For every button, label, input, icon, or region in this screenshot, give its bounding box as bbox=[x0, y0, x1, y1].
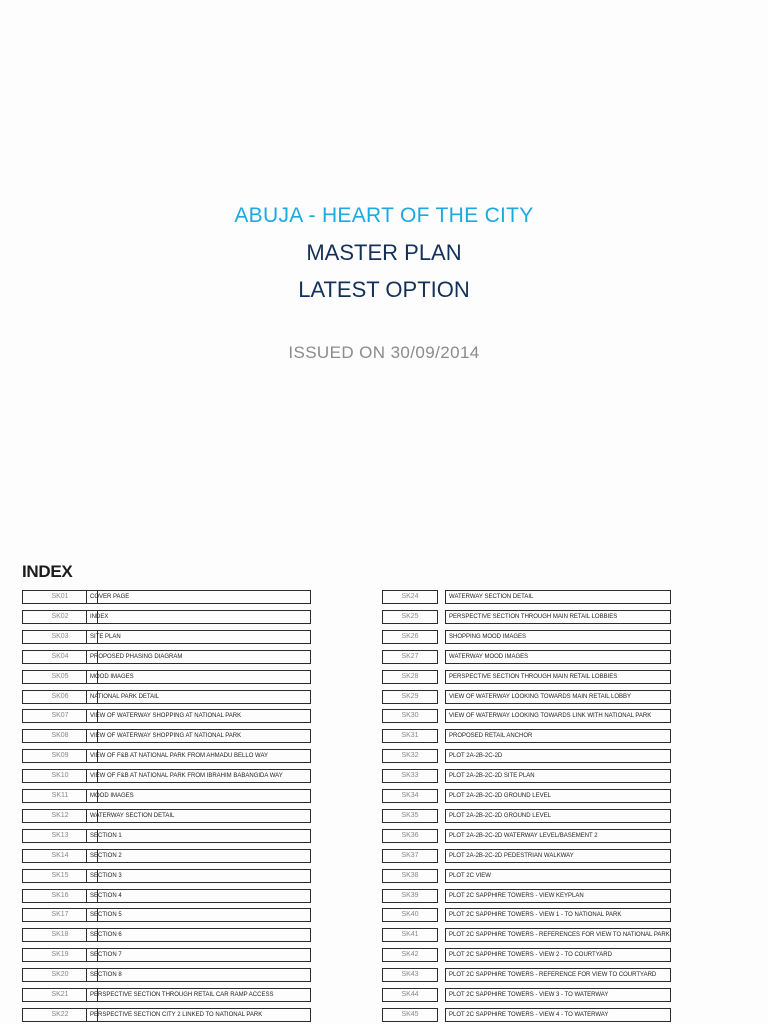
sheet-description: NATIONAL PARK DETAIL bbox=[86, 690, 311, 704]
sheet-description: PLOT 2A-2B-2C-2D WATERWAY LEVEL/BASEMENT 2 bbox=[445, 829, 671, 843]
sheet-description: SITE PLAN bbox=[86, 630, 311, 644]
sheet-code: SK28 bbox=[382, 670, 438, 684]
sheet-code: SK12 bbox=[22, 809, 98, 823]
sheet-code: SK39 bbox=[382, 889, 438, 903]
sheet-description: PLOT 2C SAPPHIRE TOWERS - REFERENCE FOR VIEW TO COURTYARD bbox=[445, 968, 671, 982]
sheet-code: SK10 bbox=[22, 769, 98, 783]
sheet-description: PROPOSED PHASING DIAGRAM bbox=[86, 650, 311, 664]
sheet-description: SECTION 6 bbox=[86, 928, 311, 942]
sheet-code: SK09 bbox=[22, 749, 98, 763]
sheet-code: SK29 bbox=[382, 690, 438, 704]
sheet-description: VIEW OF WATERWAY SHOPPING AT NATIONAL PARK bbox=[86, 709, 311, 723]
sheet-description: PERSPECTIVE SECTION THROUGH MAIN RETAIL LOBBIES bbox=[445, 670, 671, 684]
sheet-description: PLOT 2C SAPPHIRE TOWERS - VIEW 3 - TO WATERWAY bbox=[445, 988, 671, 1002]
sheet-code: SK22 bbox=[22, 1008, 98, 1022]
sheet-code: SK08 bbox=[22, 729, 98, 743]
issue-date: ISSUED ON 30/09/2014 bbox=[288, 343, 480, 362]
project-title: ABUJA - HEART OF THE CITY bbox=[234, 204, 534, 227]
sheet-code: SK21 bbox=[22, 988, 98, 1002]
sheet-code: SK04 bbox=[22, 650, 98, 664]
sheet-code: SK06 bbox=[22, 690, 98, 704]
sheet-code: SK32 bbox=[382, 749, 438, 763]
sheet-description: SHOPPING MOOD IMAGES bbox=[445, 630, 671, 644]
sheet-description: MOOD IMAGES bbox=[86, 670, 311, 684]
sheet-code: SK13 bbox=[22, 829, 98, 843]
document-subtitle: MASTER PLAN bbox=[306, 240, 462, 265]
sheet-code: SK38 bbox=[382, 869, 438, 883]
sheet-code: SK07 bbox=[22, 709, 98, 723]
sheet-description: COVER PAGE bbox=[86, 590, 311, 604]
sheet-description: PLOT 2C SAPPHIRE TOWERS - VIEW 2 - TO COURTYARD bbox=[445, 948, 671, 962]
sheet-description: SECTION 5 bbox=[86, 908, 311, 922]
sheet-description: PLOT 2C SAPPHIRE TOWERS - VIEW 4 - TO WATERWAY bbox=[445, 1008, 671, 1022]
sheet-description: PLOT 2C VIEW bbox=[445, 869, 671, 883]
sheet-description: WATERWAY SECTION DETAIL bbox=[445, 590, 671, 604]
sheet-description: VIEW OF F&B AT NATIONAL PARK FROM IBRAHIM BABANGIDA WAY bbox=[86, 769, 311, 783]
sheet-code: SK19 bbox=[22, 948, 98, 962]
sheet-code: SK41 bbox=[382, 928, 438, 942]
sheet-code: SK01 bbox=[22, 590, 98, 604]
sheet-description: PLOT 2A-2B-2C-2D GROUND LEVEL bbox=[445, 809, 671, 823]
sheet-code: SK18 bbox=[22, 928, 98, 942]
option-subtitle: LATEST OPTION bbox=[298, 277, 470, 302]
sheet-code: SK31 bbox=[382, 729, 438, 743]
sheet-description: SECTION 2 bbox=[86, 849, 311, 863]
sheet-code: SK24 bbox=[382, 590, 438, 604]
sheet-code: SK33 bbox=[382, 769, 438, 783]
sheet-description: SECTION 3 bbox=[86, 869, 311, 883]
sheet-code: SK20 bbox=[22, 968, 98, 982]
sheet-description: WATERWAY MOOD IMAGES bbox=[445, 650, 671, 664]
sheet-description: PLOT 2C SAPPHIRE TOWERS - VIEW 1 - TO NATIONAL PARK bbox=[445, 908, 671, 922]
sheet-code: SK45 bbox=[382, 1008, 438, 1022]
sheet-description: INDEX bbox=[86, 610, 311, 624]
sheet-description: PERSPECTIVE SECTION CITY 2 LINKED TO NATIONAL PARK bbox=[86, 1008, 311, 1022]
sheet-description: VIEW OF WATERWAY LOOKING TOWARDS MAIN RETAIL LOBBY bbox=[445, 690, 671, 704]
sheet-code: SK40 bbox=[382, 908, 438, 922]
sheet-description: SECTION 8 bbox=[86, 968, 311, 982]
sheet-description: PLOT 2C SAPPHIRE TOWERS - REFERENCES FOR VIEW TO NATIONAL PARK bbox=[445, 928, 671, 942]
sheet-code: SK37 bbox=[382, 849, 438, 863]
sheet-code: SK43 bbox=[382, 968, 438, 982]
title-block bbox=[0, 198, 768, 308]
sheet-code: SK14 bbox=[22, 849, 98, 863]
sheet-code: SK30 bbox=[382, 709, 438, 723]
sheet-code: SK03 bbox=[22, 630, 98, 644]
sheet-description: VIEW OF F&B AT NATIONAL PARK FROM AHMADU BELLO WAY bbox=[86, 749, 311, 763]
sheet-description: SECTION 7 bbox=[86, 948, 311, 962]
index-heading: INDEX bbox=[22, 562, 73, 581]
sheet-code: SK05 bbox=[22, 670, 98, 684]
sheet-code: SK02 bbox=[22, 610, 98, 624]
sheet-code: SK44 bbox=[382, 988, 438, 1002]
sheet-description: SECTION 1 bbox=[86, 829, 311, 843]
sheet-description: MOOD IMAGES bbox=[86, 789, 311, 803]
sheet-code: SK27 bbox=[382, 650, 438, 664]
sheet-description: PERSPECTIVE SECTION THROUGH MAIN RETAIL LOBBIES bbox=[445, 610, 671, 624]
sheet-code: SK17 bbox=[22, 908, 98, 922]
sheet-code: SK42 bbox=[382, 948, 438, 962]
sheet-description: VIEW OF WATERWAY LOOKING TOWARDS LINK WITH NATIONAL PARK bbox=[445, 709, 671, 723]
sheet-description: PROPOSED RETAIL ANCHOR bbox=[445, 729, 671, 743]
sheet-description: SECTION 4 bbox=[86, 889, 311, 903]
sheet-description: VIEW OF WATERWAY SHOPPING AT NATIONAL PARK bbox=[86, 729, 311, 743]
sheet-code: SK36 bbox=[382, 829, 438, 843]
sheet-description: PERSPECTIVE SECTION THROUGH RETAIL CAR RAMP ACCESS bbox=[86, 988, 311, 1002]
sheet-description: PLOT 2A-2B-2C-2D PEDESTRIAN WALKWAY bbox=[445, 849, 671, 863]
sheet-code: SK11 bbox=[22, 789, 98, 803]
sheet-code: SK34 bbox=[382, 789, 438, 803]
sheet-description: PLOT 2A-2B-2C-2D SITE PLAN bbox=[445, 769, 671, 783]
sheet-code: SK16 bbox=[22, 889, 98, 903]
sheet-code: SK26 bbox=[382, 630, 438, 644]
sheet-code: SK35 bbox=[382, 809, 438, 823]
sheet-code: SK25 bbox=[382, 610, 438, 624]
sheet-description: PLOT 2C SAPPHIRE TOWERS - VIEW KEYPLAN bbox=[445, 889, 671, 903]
sheet-description: PLOT 2A-2B-2C-2D GROUND LEVEL bbox=[445, 789, 671, 803]
sheet-description: PLOT 2A-2B-2C-2D bbox=[445, 749, 671, 763]
sheet-code: SK15 bbox=[22, 869, 98, 883]
sheet-description: WATERWAY SECTION DETAIL bbox=[86, 809, 311, 823]
